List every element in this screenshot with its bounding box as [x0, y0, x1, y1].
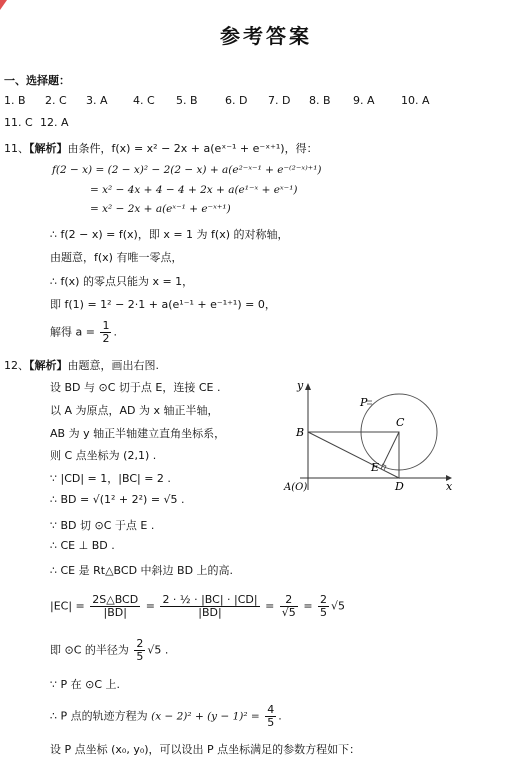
locus-suffix: . — [278, 709, 282, 723]
fraction-numerator: 2 · ½ · |BC| · |CD| — [162, 593, 258, 606]
section-heading: 一、选择题： — [4, 74, 70, 87]
fraction-numerator: 2 — [320, 593, 328, 606]
q12-line-5: ∵ |CD| = 1，|BC| = 2 . — [50, 472, 171, 485]
fraction-denominator: 5 — [267, 716, 275, 729]
label-p: P — [360, 396, 368, 409]
q11-line-f1: 即 f(1) = 1² − 2·1 + a(e¹⁻¹ + e⁻¹⁺¹) = 0， — [50, 298, 276, 311]
q12-line-8: ∴ CE ⊥ BD . — [50, 539, 115, 552]
fraction-denominator: √5 — [281, 606, 296, 619]
answer-item: 6. D — [225, 94, 248, 107]
label-a-origin: A(O) — [284, 482, 308, 493]
radius-fraction — [134, 638, 145, 663]
answer-item: 2. C — [45, 94, 67, 107]
q11-result-suffix: . — [113, 325, 117, 339]
fraction-numerator: 4 — [267, 703, 275, 716]
q11-equation-2: = x² − 4x + 4 − 4 + 2x + a(e¹⁻ˣ + eˣ⁻¹) — [90, 184, 298, 196]
fraction-denominator: 2 — [102, 332, 110, 345]
answer-row-2 — [4, 116, 69, 129]
ec-fraction-2 — [160, 594, 259, 619]
q11-result-fraction — [100, 320, 111, 345]
segment-ce — [381, 432, 399, 469]
q11-line-zero-point: ∴ f(x) 的零点只能为 x = 1， — [50, 275, 194, 288]
label-d: D — [395, 480, 404, 493]
fraction-denominator: |BD| — [198, 606, 222, 619]
q11-result-prefix: 解得 a = — [50, 325, 95, 339]
q11-line-unique-zero: 由题意，f(x) 有唯一零点， — [50, 251, 183, 264]
answer-item: 1. B — [4, 94, 26, 107]
ec-lhs: |EC| = — [50, 599, 85, 613]
fraction-denominator: |BD| — [103, 606, 127, 619]
label-y: y — [297, 379, 304, 392]
locus-equation: (x − 2)² + (y − 1)² = — [151, 710, 260, 723]
q12-line-3: AB 为 y 轴正半轴建立直角坐标系， — [50, 427, 226, 440]
q12-tag: 【解析】 — [29, 359, 68, 372]
q12-line-11: ∵ P 在 ⊙C 上. — [50, 678, 121, 691]
q11-line-symmetry: ∴ f(2 − x) = f(x)，即 x = 1 为 f(x) 的对称轴， — [50, 228, 289, 241]
q11-tag: 【解析】 — [29, 142, 68, 155]
label-b: B — [296, 426, 305, 439]
ec-tail: √5 — [331, 599, 346, 613]
locus-prefix: ∴ P 点的轨迹方程为 — [50, 709, 148, 723]
q12-heading — [4, 357, 159, 373]
ec-equals: = — [303, 599, 313, 613]
answer-item: 5. B — [176, 94, 198, 107]
radius-prefix: 即 ⊙C 的半径为 — [50, 643, 129, 657]
locus-fraction — [265, 704, 276, 729]
q11-number: 11、 — [4, 142, 29, 155]
radius-suffix: √5 . — [147, 643, 169, 657]
q11-heading — [4, 140, 318, 156]
q12-line-13: 设 P 点坐标 (x₀, y₀)，可以设出 P 点坐标满足的参数方程如下： — [50, 743, 361, 756]
ec-fraction-4 — [318, 594, 329, 619]
answer-item: 12. A — [40, 116, 69, 129]
answer-item: 3. A — [86, 94, 108, 107]
label-e: E — [371, 461, 380, 474]
q12-line-7: ∵ BD 切 ⊙C 于点 E . — [50, 519, 155, 532]
answer-item: 10. A — [401, 94, 430, 107]
q11-equation-1: f(2 − x) = (2 − x)² − 2(2 − x) + a(e²⁻ˣ⁻¹ + e⁻⁽²⁻ˣ⁾⁺¹) — [52, 164, 322, 176]
q12-radius-line — [50, 638, 168, 663]
label-c: C — [396, 416, 405, 429]
q12-line-4: 则 C 点坐标为 (2,1) . — [50, 449, 157, 462]
fraction-denominator: 5 — [136, 650, 144, 663]
answer-item: 9. A — [353, 94, 375, 107]
q11-line-result — [50, 320, 117, 345]
ec-equals: = — [265, 599, 275, 613]
q12-line-2: 以 A 为原点，AD 为 x 轴正半轴， — [50, 404, 219, 417]
q11-intro: 由条件，f(x) = x² − 2x + a(eˣ⁻¹ + e⁻ˣ⁺¹)，得： — [67, 142, 318, 155]
y-axis-arrow — [305, 383, 311, 390]
q12-line-9: ∴ CE 是 Rt△BCD 中斜边 BD 上的高. — [50, 564, 234, 577]
q12-intro: 由题意，画出右图. — [67, 359, 159, 372]
corner-marker — [0, 0, 7, 10]
answer-item: 4. C — [133, 94, 155, 107]
q12-line-1: 设 BD 与 ⊙C 切于点 E，连接 CE . — [50, 381, 221, 394]
triangle-bcd — [308, 432, 399, 478]
fraction-numerator: 1 — [102, 319, 110, 332]
q11-equation-3: = x² − 2x + a(eˣ⁻¹ + e⁻ˣ⁺¹) — [90, 203, 231, 215]
fraction-denominator: 5 — [320, 606, 328, 619]
answer-row-1 — [4, 94, 430, 107]
q12-locus-line — [50, 704, 282, 729]
page-title: 参考答案 — [220, 24, 312, 48]
ec-fraction-3 — [280, 594, 298, 619]
q12-ec-equation — [50, 594, 345, 619]
ec-equals: = — [145, 599, 155, 613]
label-x: x — [446, 480, 453, 493]
answer-item: 8. B — [309, 94, 331, 107]
answer-item: 11. C — [4, 116, 33, 129]
ec-fraction-1 — [90, 594, 140, 619]
fraction-numerator: 2 — [136, 637, 144, 650]
fraction-numerator: 2S△BCD — [92, 593, 139, 606]
q12-line-6: ∴ BD = √(1² + 2²) = √5 . — [50, 493, 185, 506]
q12-number: 12、 — [4, 359, 29, 372]
answer-item: 7. D — [268, 94, 291, 107]
fraction-numerator: 2 — [280, 594, 298, 607]
geometry-figure — [280, 378, 455, 493]
